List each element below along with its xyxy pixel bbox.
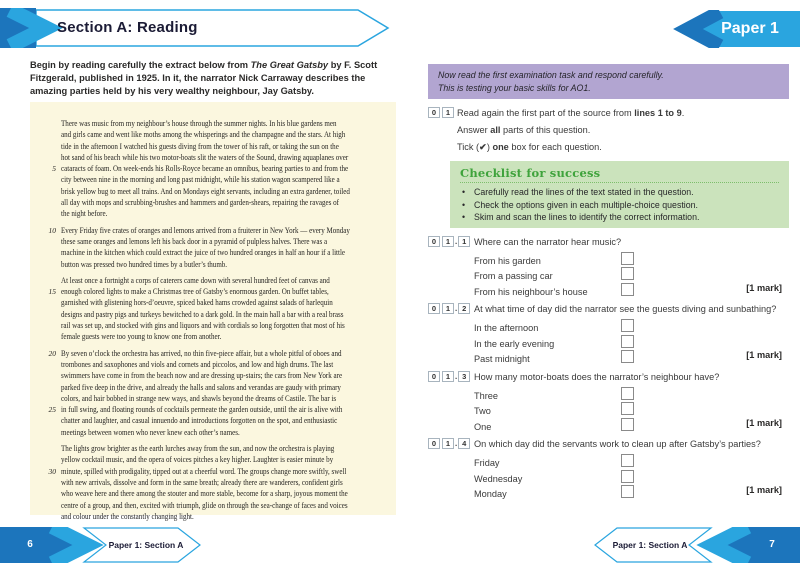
- extract-line-text: brisk yellow bug to meet all trains. And on Mondays eight servants, including an extra gardener, toiled: [61, 186, 350, 196]
- extract-line-text: meetings between women who never knew each other’s names.: [61, 427, 240, 437]
- mark-label: [1 mark]: [746, 282, 782, 293]
- line-number: [38, 488, 61, 499]
- extract-line: [38, 320, 390, 331]
- sub-questions: [428, 236, 789, 500]
- intro-pre: Begin by reading carefully the extract below from: [30, 60, 251, 70]
- extract-line-text: designs and pastry pigs and turkeys bewitched to a dark gold. In the main hall a bar with a real brass: [61, 309, 344, 319]
- tick-bold: one: [492, 142, 509, 152]
- instruction-line-1: Now read the first examination task and respond carefully.: [438, 70, 664, 80]
- extract-line-text: machine in the kitchen which could extract the juice of two hundred oranges in half an hour if a little: [61, 248, 346, 258]
- question-row: [428, 303, 789, 316]
- question-block: [428, 236, 789, 298]
- answer-option-label: Three: [474, 390, 499, 401]
- checklist-item-text: Carefully read the lines of the text stated in the question.: [474, 187, 694, 197]
- extract-line-text: At least once a fortnight a corps of caterers came down with several hundred feet of canvas and: [61, 275, 330, 285]
- question-row: [428, 371, 789, 384]
- extract-line-text: swimmers have come in from the beach now and are dressing up-stairs; the cars from New York are: [61, 371, 343, 381]
- extract-line: [38, 427, 390, 438]
- book-title: The Great Gatsby: [250, 60, 329, 70]
- line-number: [38, 331, 61, 342]
- line-number: [38, 275, 61, 286]
- line-number: [38, 477, 61, 488]
- paper-title: Paper 1: [721, 20, 779, 37]
- question-id: [428, 371, 470, 382]
- answer-option-row: [474, 349, 789, 365]
- question-row: [428, 438, 789, 451]
- line-number: [38, 174, 61, 185]
- extract-line: [38, 197, 390, 208]
- question-id-separator: .: [455, 304, 458, 313]
- extract-line-text: button was pressed two hundred times by a butler’s thumb.: [61, 259, 228, 269]
- checklist-item-text: Skim and scan the lines to identify the correct information.: [474, 212, 700, 222]
- answer-instruction: [457, 124, 789, 137]
- line-number: 5: [52, 164, 56, 174]
- question-id-digit: 2: [458, 303, 470, 314]
- extract-line: [38, 275, 390, 286]
- extract-line: [38, 152, 390, 163]
- extract-line: [38, 488, 390, 499]
- extract-line: [38, 247, 390, 258]
- question-text: On which day did the servants work to clean up after Gatsby’s parties?: [474, 439, 761, 449]
- extract-line-text: and girls came and went like moths among the whisperings and the champagne and the stars. At high: [61, 130, 346, 140]
- line-number: [38, 382, 61, 393]
- extract-line: [38, 454, 390, 465]
- extract-line: [38, 118, 390, 129]
- extract-line-text: tide in the afternoon I watched his guests diving from the tower of his raft, or taking the sun on the: [61, 141, 339, 151]
- extract-line-text: with new arrivals, dissolve and form in the same breath; already there are wanderers, confident girls: [61, 477, 343, 487]
- extract-line: [38, 466, 390, 477]
- answer-checkbox[interactable]: [621, 485, 634, 498]
- extract-lines: [38, 118, 390, 522]
- answer-option-row: [474, 484, 789, 500]
- extract-line-text: colors, and hair bobbed in strange new ways, and shawls beyond the dreams of Castile. The bar is: [61, 393, 337, 403]
- extract-line: [38, 477, 390, 488]
- extract-line: [38, 404, 390, 415]
- tick-pre: Tick (: [457, 142, 480, 152]
- checklist-title: Checklist for success: [460, 166, 779, 183]
- extract-line: [38, 331, 390, 342]
- question-id-digit: 1: [442, 107, 454, 118]
- answer-option-row: [474, 417, 789, 433]
- extract-line: [38, 174, 390, 185]
- line-number: [38, 443, 61, 454]
- line-number: [38, 415, 61, 426]
- tasks-column: [428, 107, 789, 506]
- extract-line-text: garnished with glistening hors-d’oeuvre, spiced baked hams crowded against salads of harlequin: [61, 298, 333, 308]
- extract-line: [38, 141, 390, 152]
- question-id: [428, 438, 470, 449]
- extract-line: [38, 163, 390, 174]
- line-number: [38, 359, 61, 370]
- line-number: 20: [48, 348, 56, 358]
- answer-checkbox[interactable]: [621, 350, 634, 363]
- instruction-box: [428, 64, 789, 99]
- checklist-item: [460, 211, 779, 224]
- extract-line-text: parked five deep in the drive, and already the halls and salons and verandas are gaudy with primary: [61, 382, 341, 392]
- extract-line-text: yellow cocktail music, and the opera of voices pitches a key higher. Laughter is easier minute by: [61, 455, 334, 465]
- question-id-digit: 3: [458, 371, 470, 382]
- extract-line: [38, 443, 390, 454]
- extract-line: [38, 259, 390, 270]
- question-id-digit: 1: [458, 236, 470, 247]
- extract-line: [38, 348, 390, 359]
- extract-line-text: these same oranges and lemons left his back door in a pyramid of pulpless halves. There was a: [61, 236, 328, 246]
- footer-right-label: Paper 1: Section A: [612, 540, 688, 550]
- question-block: [428, 303, 789, 365]
- line-number: 25: [48, 405, 56, 415]
- question-id: [428, 236, 470, 247]
- answer-checkbox[interactable]: [621, 319, 634, 332]
- answer-option-label: From a passing car: [474, 271, 553, 281]
- line-number: 15: [48, 287, 56, 297]
- line-number: [38, 259, 61, 270]
- line-number: [38, 118, 61, 129]
- checklist-item-text: Check the options given in each multiple-choice question.: [474, 199, 698, 210]
- line-number: [38, 129, 61, 140]
- intro-text: [30, 59, 393, 97]
- answer-bold: all: [490, 125, 501, 135]
- page-title: Section A: Reading: [57, 19, 198, 36]
- checklist-box: [450, 161, 789, 228]
- bullet-icon: •: [462, 187, 466, 197]
- answer-option-row: [474, 453, 789, 469]
- extract-line: [38, 208, 390, 219]
- main-question-row: [428, 107, 789, 120]
- checklist-item: [460, 199, 779, 212]
- answer-option-row: [474, 401, 789, 417]
- line-number: [38, 297, 61, 308]
- extract-line-text: the night before.: [61, 209, 108, 219]
- extract-line-text: Every Friday five crates of oranges and lemons arrived from a fruiterer in New York — every Monday: [61, 225, 350, 235]
- question-id-digit: 0: [428, 236, 440, 247]
- bullet-icon: •: [462, 199, 466, 210]
- line-number: [38, 141, 61, 152]
- answer-checkbox[interactable]: [621, 252, 634, 265]
- answer-checkbox[interactable]: [621, 470, 634, 483]
- extract-line: [38, 297, 390, 308]
- answer-option-label: In the afternoon: [474, 323, 539, 333]
- extract-line-text: enough colored lights to make a Christmas tree of Gatsby’s enormous garden. On buffet tables,: [61, 287, 329, 297]
- extract-line-text: all day with mops and scrubbing-brushes and hammers and garden-shears, repairing the ravages of: [61, 198, 339, 208]
- line-number: [38, 247, 61, 258]
- question-text: How many motor-boats does the narrator’s neighbour have?: [474, 371, 720, 382]
- answer-checkbox[interactable]: [621, 335, 634, 348]
- answer-option-label: Wednesday: [474, 473, 523, 484]
- question-id-digit: 0: [428, 303, 440, 314]
- extract-line-text: cataracts of foam. On week-ends his Rolls-Royce became an omnibus, bearing parties to and from the: [61, 164, 349, 174]
- question-id-digit: 0: [428, 107, 440, 118]
- extract-line-text: who weave here and there among the stouter and more stable, become for a sharp, joyous moment the: [61, 489, 348, 499]
- line-number: [38, 309, 61, 320]
- source-extract-box: [30, 102, 396, 521]
- answer-option-row: [474, 251, 789, 267]
- answer-checkbox[interactable]: [621, 283, 634, 296]
- extract-line: [38, 236, 390, 247]
- checklist-items: [460, 186, 779, 224]
- line-number: [38, 236, 61, 247]
- extract-line: [38, 129, 390, 140]
- answer-option-row: [474, 334, 789, 350]
- footer-left-label: Paper 1: Section A: [108, 540, 184, 550]
- question-id: [428, 303, 470, 314]
- question-block: [428, 438, 789, 500]
- line-number: [38, 511, 61, 522]
- answer-checkbox[interactable]: [621, 418, 634, 431]
- question-id-digit: 4: [458, 438, 470, 449]
- extract-line-text: in full swing, and floating rounds of cocktails permeate the garden outside, until the air is alive with: [61, 405, 343, 415]
- page-number-left: 6: [27, 539, 33, 550]
- question-id-digit: 1: [442, 236, 454, 247]
- checklist-item: [460, 186, 779, 199]
- question-row: [428, 236, 789, 249]
- line-number: [38, 197, 61, 208]
- extract-line: [38, 415, 390, 426]
- mark-label: [1 mark]: [746, 417, 782, 428]
- extract-line-text: female guests were too young to know one from another.: [61, 332, 222, 342]
- extract-line-text: trombones and saxophones and viols and cornets and piccolos, and low and high drums. The last: [61, 359, 334, 369]
- answer-post: parts of this question.: [500, 125, 591, 135]
- main-question-text: [457, 107, 789, 120]
- extract-line-text: city between nine in the morning and long past midnight, while his station wagon scampered like a: [61, 175, 340, 185]
- question-id-digit: 1: [442, 371, 454, 382]
- extract-line-text: By seven o’clock the orchestra has arrived, no thin five-piece affair, but a whole pitful of oboes and: [61, 348, 342, 358]
- intro-post: by F. Scott Fitzgerald, published in 1925. In it, the narrator Nick Carraway describes the amazing parties held by his very wealthy neighbour, Jay Gatsby.: [30, 60, 378, 96]
- line-number: 30: [48, 466, 56, 476]
- answer-checkbox[interactable]: [621, 267, 634, 280]
- tick-mid: ): [486, 142, 493, 152]
- answer-option-label: Monday: [474, 489, 507, 499]
- line-number: [38, 393, 61, 404]
- extract-line: [38, 500, 390, 511]
- answer-option-row: [474, 469, 789, 485]
- extract-line: [38, 393, 390, 404]
- extract-line: [38, 511, 390, 522]
- extract-line-text: centre of a group, and then, excited with triumph, glide on through the sea-change of faces and voices: [61, 500, 348, 510]
- question-id-separator: .: [455, 371, 458, 381]
- question-id-digit: 1: [442, 438, 454, 449]
- answer-pre: Answer: [457, 125, 491, 135]
- question-id-digit: 1: [442, 303, 454, 314]
- answer-option-row: [474, 386, 789, 402]
- extract-line: [38, 382, 390, 393]
- extract-line-text: The lights grow brighter as the earth lurches away from the sun, and now the orchestra is playing: [61, 444, 335, 454]
- line-number: [38, 370, 61, 381]
- answer-option-row: [474, 282, 789, 298]
- tick-icon: ✔: [479, 142, 487, 152]
- answer-option-label: Two: [474, 406, 491, 416]
- question-id-separator: .: [455, 439, 458, 448]
- answer-checkbox[interactable]: [621, 387, 634, 400]
- mark-label: [1 mark]: [746, 485, 782, 495]
- main-question-pre: Read again the first part of the source from: [457, 108, 635, 118]
- answer-option-label: In the early evening: [474, 338, 555, 349]
- extract-line: [38, 186, 390, 197]
- answer-option-label: From his garden: [474, 255, 541, 266]
- line-number: [38, 454, 61, 465]
- question-id-digit: 0: [428, 438, 440, 449]
- extract-line-text: chatter and laughter, and casual innuendo and introductions forgotten on the spot, and enthusiastic: [61, 416, 338, 426]
- extract-line-text: and colour under the constantly changing light.: [61, 511, 194, 521]
- extract-line-text: There was music from my neighbour’s house through the summer nights. In his blue gardens men: [61, 119, 337, 128]
- mark-label: [1 mark]: [746, 350, 782, 360]
- extract-line: [38, 309, 390, 320]
- answer-checkbox[interactable]: [621, 454, 634, 467]
- line-number: [38, 186, 61, 197]
- question-id: [428, 107, 454, 118]
- instruction-line-2: This is testing your basic skills for AO1.: [438, 83, 591, 93]
- answer-option-row: [474, 266, 789, 282]
- question-id-digit: 0: [428, 371, 440, 382]
- answer-option-label: From his neighbour’s house: [474, 286, 588, 297]
- answer-checkbox[interactable]: [621, 402, 634, 415]
- page-number-right: 7: [769, 539, 775, 550]
- extract-line-text: hot sand of his beach while his two motor-boats slit the waters of the Sound, drawing aquaplanes over: [61, 152, 349, 162]
- answer-option-label: One: [474, 421, 492, 432]
- tick-post: box for each question.: [508, 142, 602, 152]
- question-text: At what time of day did the narrator see the guests diving and sunbathing?: [474, 304, 777, 314]
- line-number: [38, 152, 61, 163]
- question-id-separator: .: [455, 236, 458, 246]
- question-text: Where can the narrator hear music?: [474, 236, 622, 247]
- question-block: [428, 371, 789, 433]
- extract-line: [38, 359, 390, 370]
- line-number: [38, 208, 61, 219]
- extract-line: [38, 225, 390, 236]
- main-question-bold: lines 1 to 9: [634, 108, 682, 118]
- extract-line-text: minute, spilled with prodigality, tipped out at a cheerful word. The groups change more swiftly, swell: [61, 466, 347, 476]
- tick-instruction: [457, 141, 789, 154]
- extract-line: [38, 286, 390, 297]
- line-number: [38, 320, 61, 331]
- line-number: 10: [48, 225, 56, 235]
- answer-option-label: Past midnight: [474, 354, 530, 364]
- extract-line-text: rail was set up, and stocked with gins and liquors and with cordials so long forgotten that most of his: [61, 321, 345, 331]
- line-number: [38, 427, 61, 438]
- main-question-post: .: [681, 108, 685, 118]
- bullet-icon: •: [462, 212, 466, 222]
- line-number: [38, 500, 61, 511]
- answer-option-row: [474, 318, 789, 334]
- answer-option-label: Friday: [474, 458, 500, 468]
- extract-line: [38, 370, 390, 381]
